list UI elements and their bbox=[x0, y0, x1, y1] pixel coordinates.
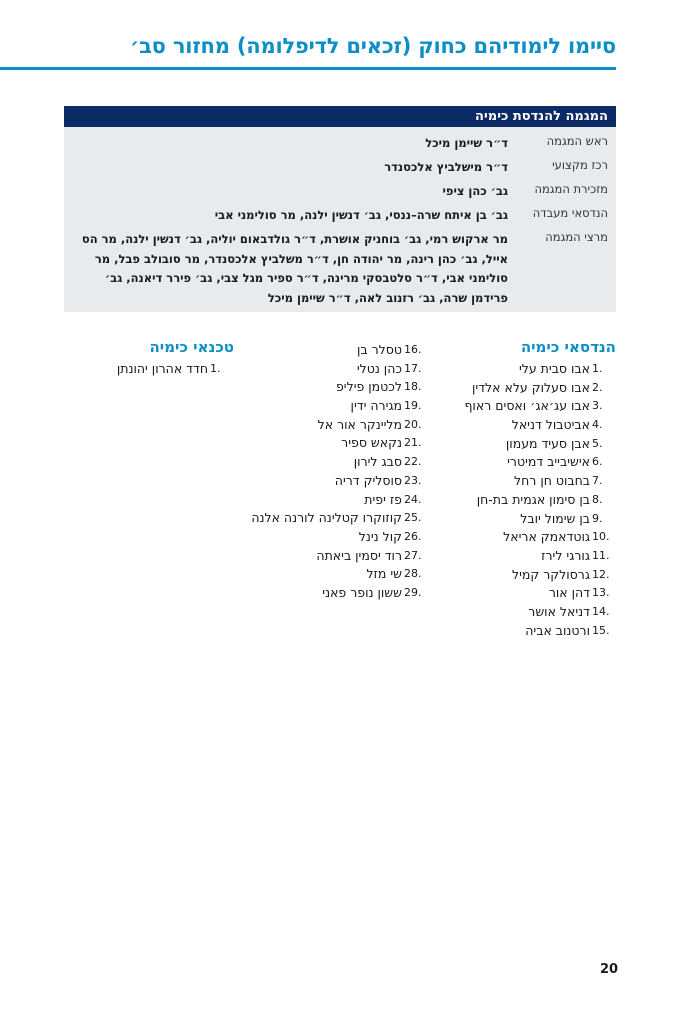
graduate-name: סבג לירון bbox=[353, 454, 402, 470]
graduate-name: גוטדאמק אריאל bbox=[503, 529, 590, 545]
list-item bbox=[456, 435, 616, 454]
graduate-name: אבו סעלוק עלא אלדין bbox=[472, 379, 590, 395]
item-number: 12. bbox=[592, 567, 610, 581]
staff-role: מזכירת המגמה bbox=[534, 182, 608, 196]
graduate-name: אבו סבית עלי bbox=[518, 361, 590, 376]
graduate-name: טסלר בן bbox=[357, 342, 402, 357]
item-number: 26. bbox=[404, 529, 422, 543]
list-item bbox=[456, 622, 616, 641]
item-number: 21. bbox=[404, 436, 422, 450]
graduate-name: רוד יסמין ביאתה bbox=[316, 547, 402, 563]
item-number: 17. bbox=[404, 361, 422, 375]
item-number: 10. bbox=[592, 530, 610, 544]
graduate-name: גרסולקר קמיל bbox=[512, 566, 590, 582]
list-item bbox=[248, 584, 428, 603]
staff-role: הנדסאי מעבדה bbox=[532, 206, 608, 220]
list-item bbox=[248, 360, 428, 379]
graduate-name: אביטבול דניאל bbox=[511, 417, 590, 433]
item-number: 25. bbox=[404, 511, 422, 525]
staff-names: מר ארקוש רמי, גב׳ בוחניק אושרת, ד״ר גולדבאום יוליה, גב׳ דנשין ילנה, מר הס אייל, גב׳ כהן רינה, מר יהודה חן, ד״ר משלביץ אלכסנדר, מר סובולב פבל, מר סולימני אבי, ד״ר סלטבסקי מרינה, ד״ר ספיר מגל צבי, גב׳ פירר דיאנה, גב׳ פרידמן שרה, גב׳ רזנוב לאה, ד״ר שיימן מיכל bbox=[81, 232, 508, 305]
item-number: 13. bbox=[592, 586, 610, 600]
graduate-name: ששון נופר פאני bbox=[322, 584, 402, 600]
list-item bbox=[248, 547, 428, 566]
graduate-name: בן סימון אגמית בת-חן bbox=[476, 491, 590, 507]
list-item bbox=[456, 510, 616, 529]
list-item bbox=[456, 397, 616, 416]
item-number: 29. bbox=[404, 585, 422, 599]
item-number: 7. bbox=[592, 474, 603, 488]
graduate-name: אישיבייב דמיטרי bbox=[507, 454, 590, 470]
staff-names: גב׳ בן איתח שרה–ננסי, גב׳ דנשין ילנה, מר סולימני אבי bbox=[214, 208, 508, 222]
list-item bbox=[456, 566, 616, 585]
item-number: 2. bbox=[592, 380, 603, 394]
technicians-list bbox=[104, 360, 234, 379]
staff-names: גב׳ כהן ציפי bbox=[442, 184, 508, 198]
graduate-name: אבו עג׳אג׳ ואסים ראוף bbox=[464, 398, 590, 414]
technicians-heading: טכנאי כימיה bbox=[149, 338, 234, 356]
item-number: 14. bbox=[592, 604, 610, 618]
list-item bbox=[248, 397, 428, 416]
item-number: 27. bbox=[404, 548, 422, 562]
department-staff-panel bbox=[64, 106, 616, 312]
graduate-name: מליינקר אור אל bbox=[317, 416, 402, 432]
graduate-name: קוזוקרו קטלינה לורנה אלנה bbox=[251, 510, 402, 526]
staff-names: ד״ר שיימן מיכל bbox=[425, 136, 508, 150]
item-number: 24. bbox=[404, 492, 422, 506]
item-number: 1. bbox=[592, 362, 603, 375]
list-item bbox=[456, 360, 616, 379]
engineers-list-col2 bbox=[248, 341, 428, 603]
list-item bbox=[456, 416, 616, 435]
item-number: 4. bbox=[592, 418, 603, 432]
graduate-name: שי מזל bbox=[366, 566, 402, 582]
list-item bbox=[456, 453, 616, 472]
item-number: 6. bbox=[592, 455, 603, 469]
list-item bbox=[456, 491, 616, 510]
list-item bbox=[248, 491, 428, 510]
list-item bbox=[248, 509, 428, 528]
graduate-name: סוסליק דריה bbox=[334, 472, 402, 488]
list-item bbox=[248, 341, 428, 360]
item-number: 11. bbox=[592, 548, 610, 562]
graduate-name: פז יפית bbox=[364, 491, 402, 507]
graduate-name: בן שימול יובל bbox=[520, 510, 590, 526]
item-number: 9. bbox=[592, 511, 603, 525]
item-number: 15. bbox=[592, 623, 610, 637]
list-item bbox=[248, 416, 428, 435]
item-number: 1. bbox=[210, 362, 221, 375]
graduate-name: גורגי לירז bbox=[541, 547, 590, 563]
title-underline bbox=[0, 67, 616, 70]
graduate-name: אבן סעיד מעמון bbox=[505, 435, 590, 451]
item-number: 3. bbox=[592, 399, 603, 413]
list-item bbox=[248, 453, 428, 472]
item-number: 5. bbox=[592, 436, 603, 450]
item-number: 19. bbox=[404, 399, 422, 413]
list-item bbox=[248, 378, 428, 397]
graduate-name: נקאש ספיר bbox=[341, 435, 402, 451]
list-item bbox=[248, 528, 428, 547]
item-number: 22. bbox=[404, 455, 422, 469]
graduate-name: דניאל אושר bbox=[528, 603, 590, 619]
staff-role: רכז מקצועי bbox=[552, 158, 608, 172]
list-item bbox=[456, 528, 616, 547]
staff-role: מרצי המגמה bbox=[545, 230, 608, 244]
item-number: 8. bbox=[592, 492, 603, 506]
graduate-name: לכטמן פיליפ bbox=[336, 379, 402, 395]
graduate-name: כהן נטלי bbox=[356, 360, 402, 376]
engineers-heading: הנדסאי כימיה bbox=[520, 338, 616, 356]
staff-role: ראש המגמה bbox=[546, 134, 608, 148]
list-item bbox=[248, 472, 428, 491]
item-number: 20. bbox=[404, 417, 422, 431]
page-title: סיימו לימודיהם כחוק (זכאים לדיפלומה) מחזור סב׳ bbox=[129, 34, 616, 58]
item-number: 28. bbox=[404, 567, 422, 581]
graduate-name: חדד אהרון יהונתן bbox=[116, 361, 208, 376]
graduate-name: קול נינל bbox=[358, 528, 402, 544]
staff-names: ד״ר מישלביץ אלכסנדר bbox=[384, 160, 508, 174]
page-number: 20 bbox=[600, 962, 619, 977]
graduate-name: ורטנוב אביה bbox=[525, 622, 590, 638]
item-number: 18. bbox=[404, 380, 422, 394]
graduate-name: דהן אור bbox=[548, 585, 590, 601]
list-item bbox=[248, 565, 428, 584]
item-number: 16. bbox=[404, 343, 422, 356]
item-number: 23. bbox=[404, 473, 422, 487]
list-item bbox=[104, 360, 234, 379]
department-heading: המגמה להנדסת כימיה bbox=[64, 106, 616, 127]
list-item bbox=[456, 472, 616, 491]
graduate-name: בחבוט חן רחל bbox=[514, 473, 590, 489]
list-item bbox=[456, 603, 616, 622]
list-item bbox=[248, 434, 428, 453]
engineers-list-col1 bbox=[456, 360, 616, 640]
graduate-name: מגירה ידין bbox=[350, 398, 402, 414]
list-item bbox=[456, 584, 616, 603]
list-item bbox=[456, 547, 616, 566]
list-item bbox=[456, 379, 616, 398]
